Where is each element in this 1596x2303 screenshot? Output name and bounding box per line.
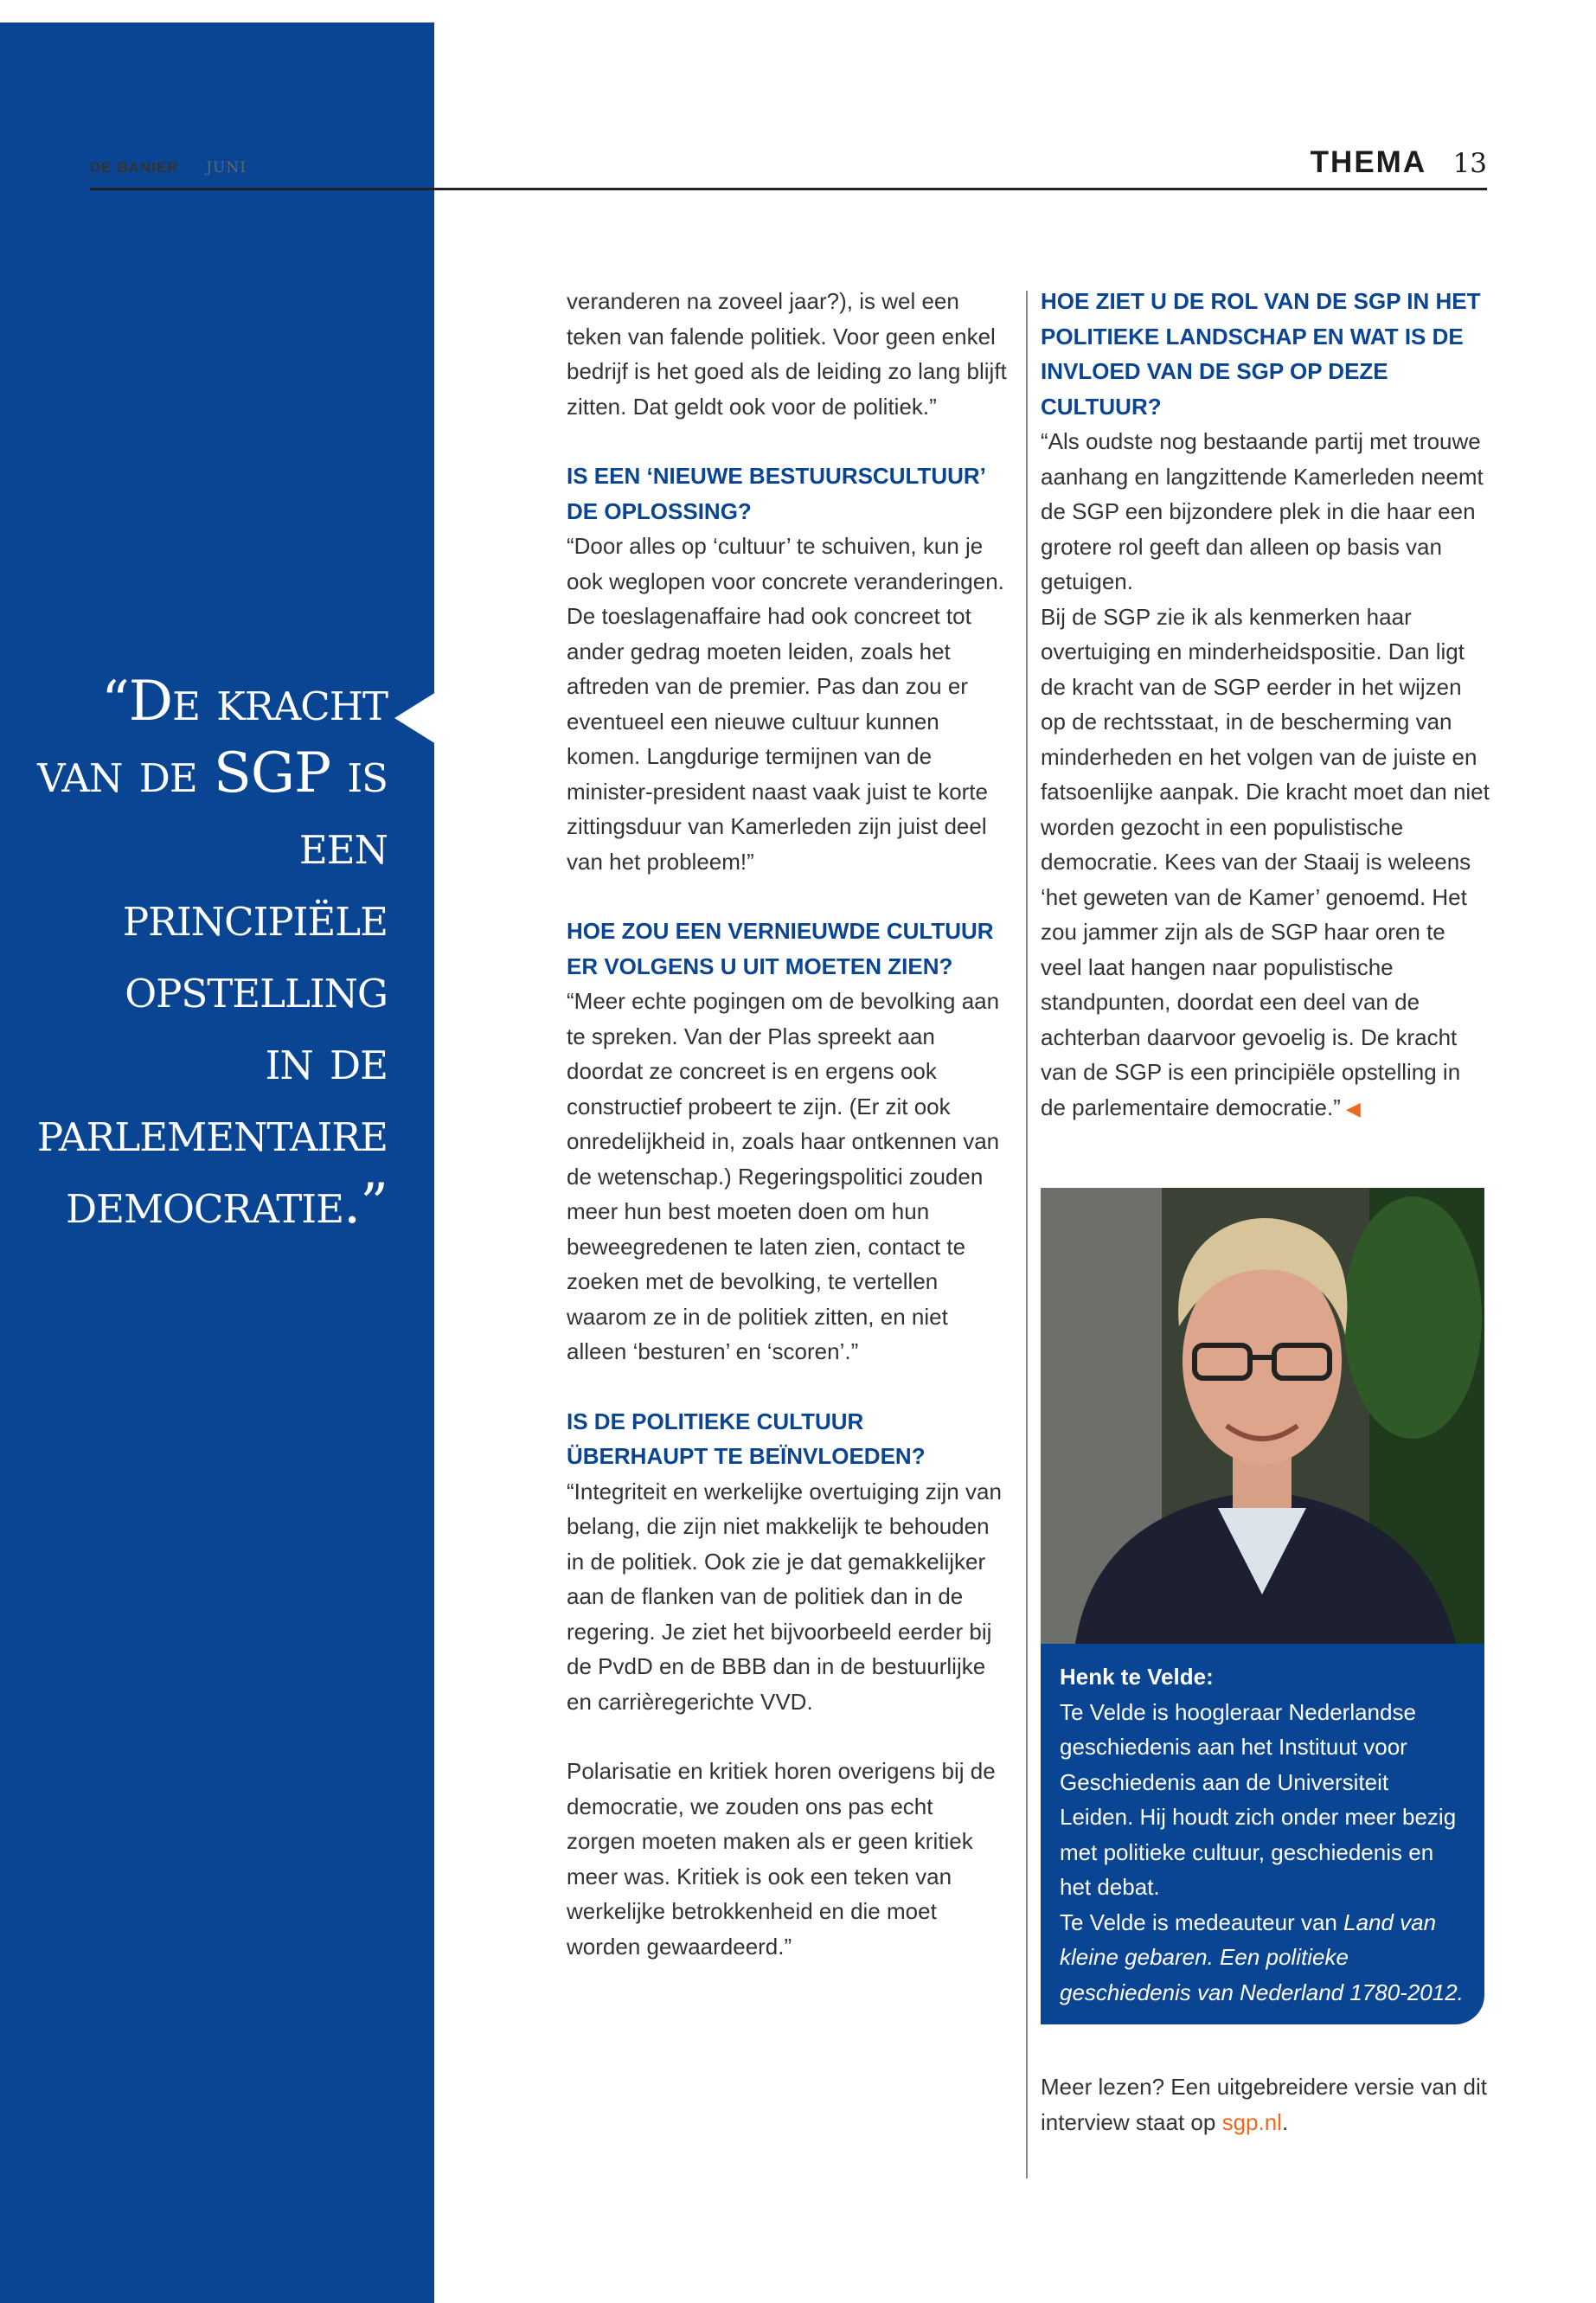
issue-month: JUNI	[206, 159, 247, 176]
answer-paragraph: “Als oudste nog bestaande partij met trouwe aanhang en langzittende Kamerleden neemt de SGP een bijzondere plek in die haar een grotere rol geeft dan alleen op basis van getuigen.	[1041, 428, 1484, 594]
answer-paragraph: Polarisatie en kritiek horen overigens bij de democratie, we zouden ons pas echt zorgen moeten maken als er geen kritiek meer was. Kritiek is ook een teken van werkelijke betrokkenheid en die moet worden gewaardeerd.”	[567, 1758, 996, 1960]
bio-text: Te Velde is hoogleraar Nederlandse geschiedenis aan het Instituut voor Geschiedenis aan de Universiteit Leiden. Hij houdt zich onder meer bezig met politieke cultuur, geschiedenis en het debat.	[1060, 1698, 1457, 1900]
question-heading: HOE ZIET U DE ROL VAN DE SGP IN HET POLITIEKE LANDSCHAP EN WAT IS DE INVLOED VAN DE SGP OP DEZE CULTUUR?	[1041, 288, 1481, 420]
read-more-link[interactable]: sgp.nl	[1221, 2108, 1282, 2135]
bio-name: Henk te Velde:	[1060, 1664, 1214, 1690]
article-column-2	[1041, 284, 1490, 1126]
question-heading: HOE ZOU EEN VERNIEUWDE CULTUUR ER VOLGENS U UIT MOETEN ZIEN?	[567, 918, 994, 979]
answer-text: Bij de SGP zie ik als kenmerken haar overtuiging en minderheidspositie. Dan ligt de kracht van de SGP eerder in het wijzen op de rechtsstaat, in de bescherming van minderheden en het volgen van de juiste en fatsoenlijke aanpak. Die kracht moet dan niet worden gezocht in een populistische democratie. Kees van der Staaij is weleens ‘het geweten van de Kamer’ genoemd. Het zou jammer zijn als de SGP haar oren te veel laat hangen naar populistische standpunten, doordat een deel van de achterban daarvoor gevoelig is. De kracht van de SGP is een principiële opstelling in de parlementaire democratie.”	[1041, 603, 1490, 1120]
author-bio-box	[1041, 1644, 1484, 2024]
pullquote-line: opstelling	[125, 957, 388, 1021]
pullquote-line: “De kracht	[101, 670, 388, 734]
pullquote-line: democratie.”	[66, 1172, 388, 1236]
article-column-1	[567, 284, 1008, 1964]
answer-paragraph	[1041, 600, 1490, 1127]
answer-paragraph: “Door alles op ‘cultuur’ te schuiven, kun je ook weglopen voor concrete veranderingen. De toeslagenaffaire had ook concreet tot ander gedrag moeten leiden, zoals het aftreden van de premier. Pas dan zou er eventueel een nieuwe cultuur kunnen komen. Langdurige termijnen van de minister-president naast vaak juist te korte zittingsduur van Kamerleden zijn juist deel van het probleem!”	[567, 533, 1004, 875]
page-number: 13	[1452, 148, 1487, 179]
column-divider	[1026, 291, 1028, 2178]
answer-paragraph: “Meer echte pogingen om de bevolking aan te spreken. Van der Plas spreekt aan doordat ze concreet is en ergens ook constructief probeert te zijn. (Er zit ook onredelijkheid in, zoals haar ontkennen van de wetenschap.) Regeringspolitici zouden meer hun best moeten doen om hun beweegredenen te laten zien, contact te zoeken met de bevolking, te vertellen waarom ze in de politiek zitten, en niet alleen ‘besturen’ en ‘scoren’.”	[567, 988, 1000, 1364]
portrait-photo	[1041, 1188, 1484, 1644]
read-more	[1041, 2069, 1490, 2139]
bio-book-title: Land van kleine gebaren. Een politieke geschiedenis van Nederland 1780-2012.	[1060, 1908, 1464, 2005]
pullquote-notch	[394, 692, 436, 744]
end-mark-icon: ◀	[1345, 1097, 1361, 1119]
pullquote-line: een principiële	[122, 813, 388, 949]
pullquote-line: van de SGP is	[37, 741, 388, 805]
masthead-left	[90, 159, 247, 176]
intro-paragraph: veranderen na zoveel jaar?), is wel een teken van falende politiek. Voor geen enkel bedrijf is het goed als de leiding zo lang blijft zitten. Dat geldt ook voor de politiek.”	[567, 288, 1007, 420]
pullquote-line: in de	[265, 1029, 388, 1093]
answer-paragraph: “Integriteit en werkelijke overtuiging zijn van belang, die zijn niet makkelijk te behouden in de politiek. Ook zie je dat gemakkelijker aan de flanken van de politiek dan in de regering. Je ziet het bijvoorbeeld eerder bij de PvdD en de BBB dan in de bestuurlijke en carrièregerichte VVD.	[567, 1478, 1002, 1715]
portrait-illustration	[1041, 1188, 1484, 1644]
bio-coauthor	[1060, 1905, 1465, 2011]
read-more-text: Meer lezen? Een uitgebreidere versie van dit interview staat op	[1041, 2074, 1487, 2135]
bio-coauthor-prefix: Te Velde is medeauteur van	[1060, 1908, 1344, 1935]
publication-name: DE BANIER	[90, 159, 179, 176]
question-heading: IS EEN ‘NIEUWE BESTUURSCULTUUR’ DE OPLOSSING?	[567, 463, 985, 524]
question-heading: IS DE POLITIEKE CULTUUR ÜBERHAUPT TE BEÏNVLOEDEN?	[567, 1408, 926, 1469]
pullquote	[35, 666, 388, 1241]
pullquote-line: parlementaire	[36, 1100, 388, 1164]
masthead-right	[1311, 145, 1487, 180]
read-more-suffix: .	[1281, 2108, 1289, 2135]
section-title: THEMA	[1310, 145, 1426, 179]
header-rule	[90, 188, 1487, 190]
